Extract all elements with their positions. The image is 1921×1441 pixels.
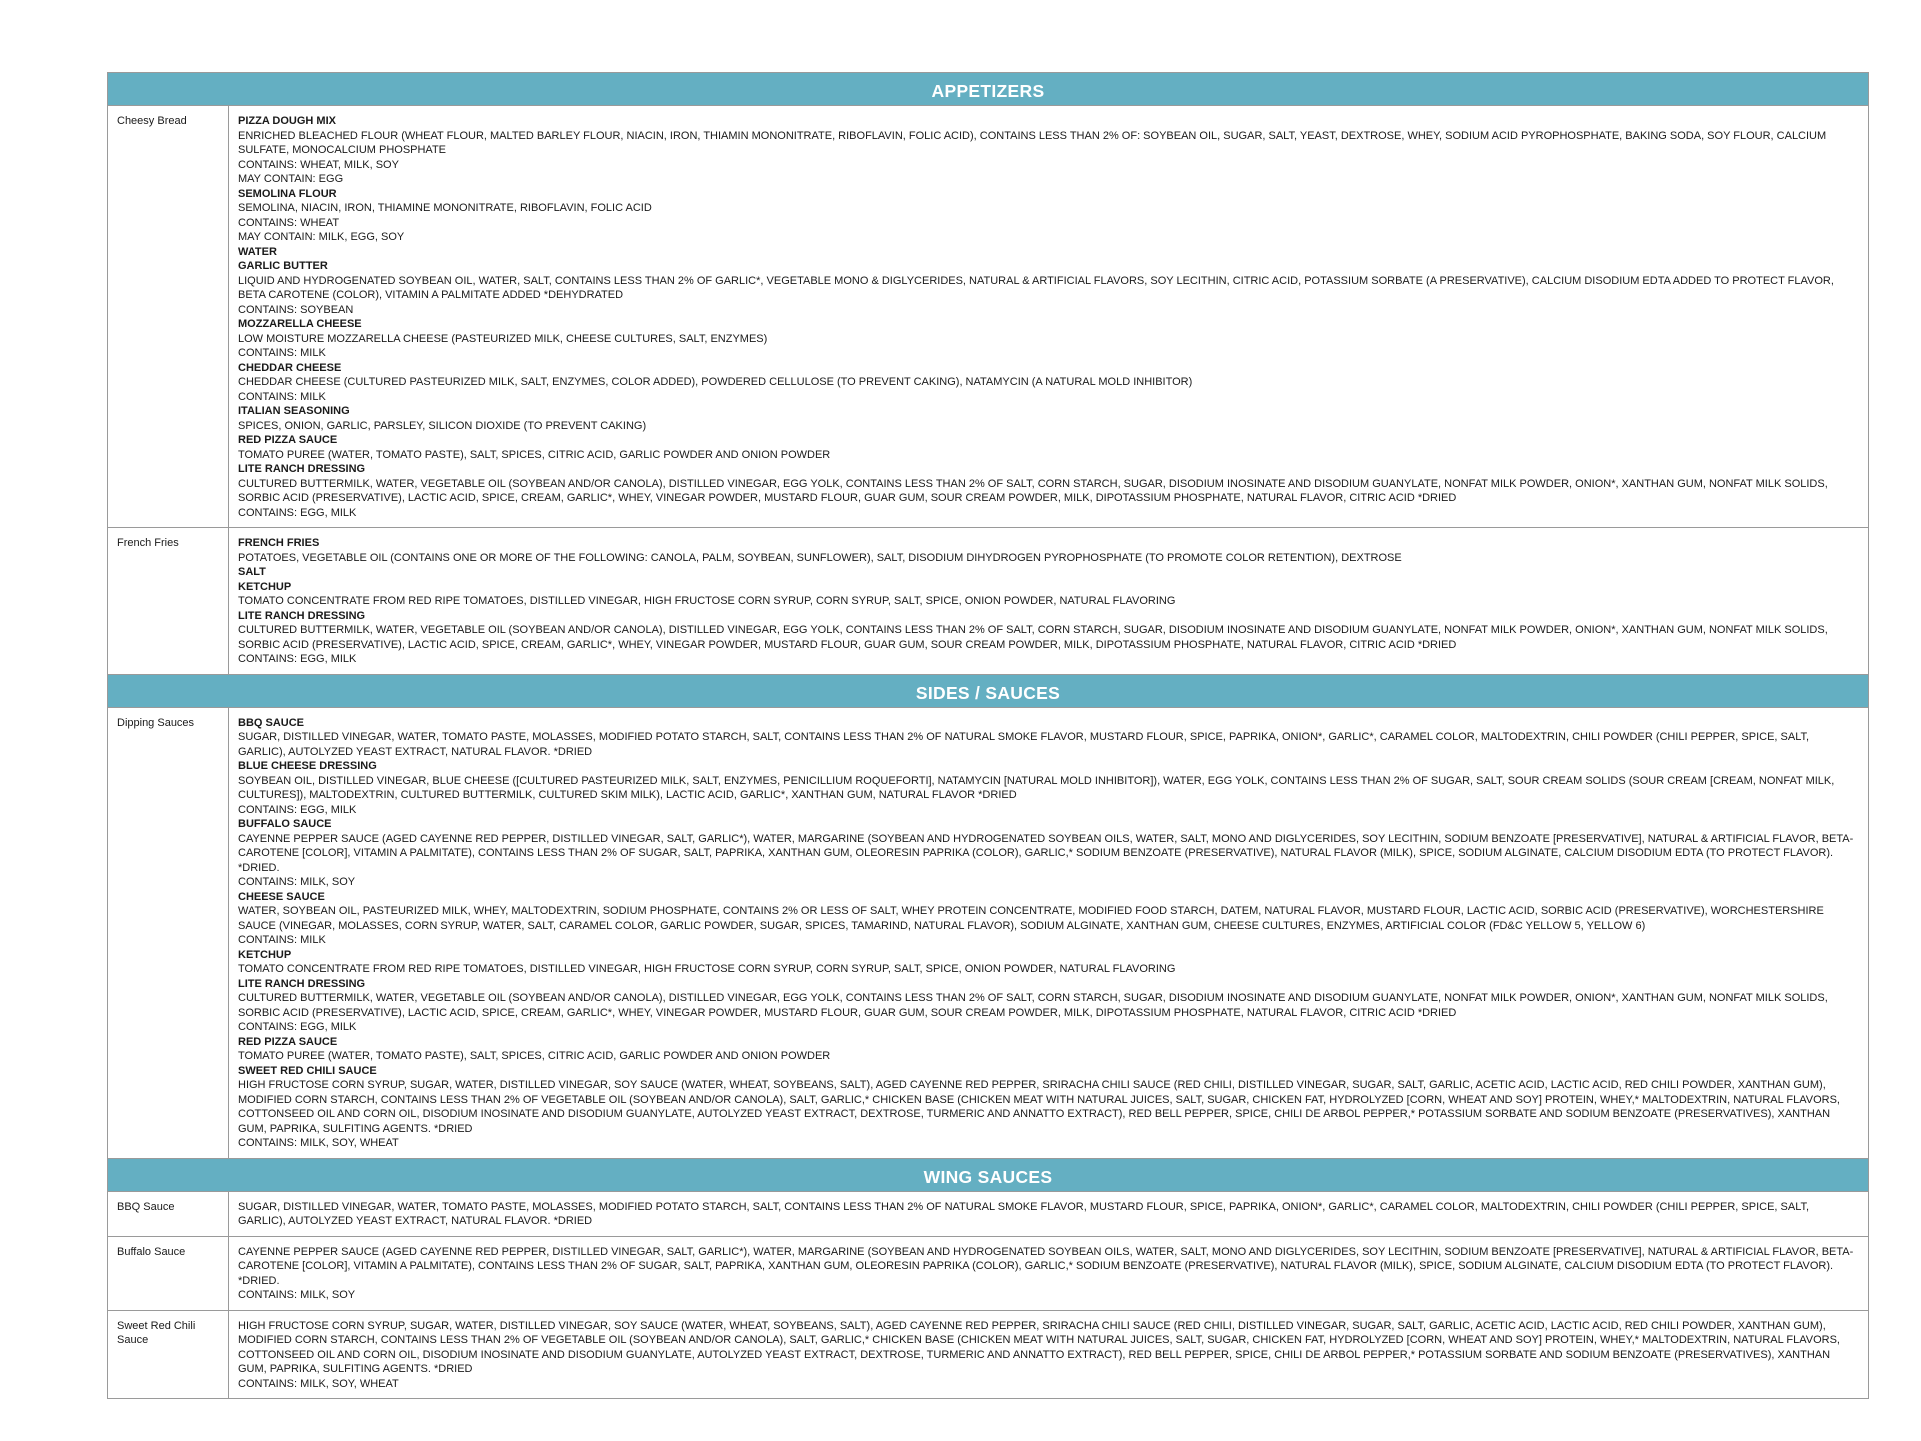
ingredient-name: LITE RANCH DRESSING (238, 977, 366, 990)
table-row (108, 528, 1868, 674)
ingredient-text: TOMATO PUREE (WATER, TOMATO PASTE), SALT, SPICES, CITRIC ACID, GARLIC POWDER AND ONION POWDER (238, 1050, 831, 1062)
ingredient-text: CULTURED BUTTERMILK, WATER, VEGETABLE OIL (SOYBEAN AND/OR CANOLA), DISTILLED VINEGAR, EGG YOLK, CONTAINS LESS THAN 2% OF SALT, CORN STARCH, SUGAR, DISODIUM INOSINATE AND DISODIUM GUANYLATE, NONFAT MILK POWDER, ONION*, XANTHAN GUM, NONFAT MILK SOLIDS, SORBIC ACID (PRESERVATIVE), LACTIC ACID, SPICE, CREAM, GARLIC*, WHEY, VINEGAR POWDER, MUSTARD FLOUR, GUAR GUM, SOUR CREAM POWDER, MILK, DIPOTASSIUM PHOSPHATE, NATURAL FLAVOR, CITRIC ACID *DRIED (238, 992, 1828, 1019)
ingredient-text: CULTURED BUTTERMILK, WATER, VEGETABLE OIL (SOYBEAN AND/OR CANOLA), DISTILLED VINEGAR, EGG YOLK, CONTAINS LESS THAN 2% OF SALT, CORN STARCH, SUGAR, DISODIUM INOSINATE AND DISODIUM GUANYLATE, NONFAT MILK POWDER, ONION*, XANTHAN GUM, NONFAT MILK SOLIDS, SORBIC ACID (PRESERVATIVE), LACTIC ACID, SPICE, CREAM, GARLIC*, WHEY, VINEGAR POWDER, MUSTARD FLOUR, GUAR GUM, SOUR CREAM POWDER, MILK, DIPOTASSIUM PHOSPHATE, NATURAL FLAVOR, CITRIC ACID *DRIED (238, 624, 1828, 651)
ingredient-text: CONTAINS: EGG, MILK (238, 653, 357, 665)
ingredient-text: CAYENNE PEPPER SAUCE (AGED CAYENNE RED PEPPER, DISTILLED VINEGAR, SALT, GARLIC*), WATER, MARGARINE (SOYBEAN AND HYDROGENATED SOYBEAN OILS, WATER, SALT, MONO AND DIGLYCERIDES, SOY LECITHIN, SODIUM BENZOATE [PRESERVATIVE], NATURAL & ARTIFICIAL FLAVOR, BETA-CAROTENE [COLOR], VITAMIN A PALMITATE), CONTAINS LESS THAN 2% OF SUGAR, SALT, PAPRIKA, XANTHAN GUM, OLEORESIN PAPRIKA (COLOR), GARLIC,* SODIUM BENZOATE (PRESERVATIVE), NATURAL FLAVOR (MILK), SPICE, SODIUM ALGINATE, CALCIUM DISODIUM EDTA (TO PROTECT FLAVOR). *DRIED. (238, 1245, 1854, 1287)
ingredient-text: TOMATO PUREE (WATER, TOMATO PASTE), SALT, SPICES, CITRIC ACID, GARLIC POWDER AND ONION POWDER (238, 448, 831, 461)
ingredient-name: KETCHUP (238, 580, 292, 593)
ingredient-text: SUGAR, DISTILLED VINEGAR, WATER, TOMATO PASTE, MOLASSES, MODIFIED POTATO STARCH, SALT, CONTAINS LESS THAN 2% OF NATURAL SMOKE FLAVOR, MUSTARD FLOUR, SPICE, PAPRIKA, ONION*, GARLIC*, CARAMEL COLOR, MALTODEXTRIN, CHILI POWDER (CHILI PEPPER, SPICE, SALT, GARLIC), AUTOLYZED YEAST EXTRACT, NATURAL FLAVOR. *DRIED (238, 1200, 1810, 1227)
ingredient-name: CHEESE SAUCE (238, 890, 325, 903)
ingredient-name: GARLIC BUTTER (238, 260, 328, 272)
ingredient-name: BUFFALO SAUCE (238, 818, 332, 830)
menu-item-name: Dipping Sauces (108, 708, 229, 1158)
ingredient-details (229, 106, 1868, 527)
ingredient-details (229, 1311, 1868, 1399)
ingredient-text: HIGH FRUCTOSE CORN SYRUP, SUGAR, WATER, DISTILLED VINEGAR, SOY SAUCE (WATER, WHEAT, SOYBEANS, SALT), AGED CAYENNE RED PEPPER, SRIRACHA CHILI SAUCE (RED CHILI, DISTILLED VINEGAR, SUGAR, SALT, GARLIC, ACETIC ACID, LACTIC ACID, RED CHILI POWDER, XANTHAN GUM), MODIFIED CORN STARCH, CONTAINS LESS THAN 2% OF VEGETABLE OIL (SOYBEAN AND/OR CANOLA), SALT, GARLIC,* CHICKEN BASE (CHICKEN MEAT WITH NATURAL JUICES, SALT, SUGAR, CHICKEN FAT, HYDROLYZED [CORN, WHEAT AND SOY] PROTEIN, WHEY,* MALTODEXTRIN, NATURAL FLAVORS, COTTONSEED OIL AND CORN OIL, DISODIUM INOSINATE AND DISODIUM GUANYLATE, AUTOLYZED YEAST EXTRACT, DEXTROSE, TURMERIC AND ANNATTO EXTRACT), RED BELL PEPPER, SPICE, CHILI DE ARBOL PEPPER,* POTASSIUM SORBATE AND SODIUM BENZOATE (PRESERVATIVES), XANTHAN GUM, PAPRIKA, SULFITING AGENTS. *DRIED (238, 1319, 1840, 1375)
ingredient-text: CONTAINS: WHEAT, MILK, SOY (238, 158, 399, 171)
ingredient-name: PIZZA DOUGH MIX (238, 115, 336, 127)
ingredient-text: POTATOES, VEGETABLE OIL (CONTAINS ONE OR MORE OF THE FOLLOWING: CANOLA, PALM, SOYBEAN, SUNFLOWER), SALT, DISODIUM DIHYDROGEN PYROPHOSPHATE (TO PROMOTE COLOR RETENTION), DEXTROSE (238, 551, 1402, 564)
ingredient-name: BBQ SAUCE (238, 716, 305, 729)
table-row (108, 1311, 1868, 1399)
ingredient-text: TOMATO CONCENTRATE FROM RED RIPE TOMATOES, DISTILLED VINEGAR, HIGH FRUCTOSE CORN SYRUP, CORN SYRUP, SALT, SPICE, ONION POWDER, NATURAL FLAVORING (238, 963, 1176, 975)
menu-item-name: Buffalo Sauce (108, 1237, 229, 1310)
ingredient-text: CONTAINS: EGG, MILK (238, 1021, 357, 1033)
ingredient-text: CONTAINS: MILK, SOY, WHEAT (238, 1377, 399, 1390)
ingredient-text: MAY CONTAIN: MILK, EGG, SOY (238, 231, 405, 243)
ingredient-text: CULTURED BUTTERMILK, WATER, VEGETABLE OIL (SOYBEAN AND/OR CANOLA), DISTILLED VINEGAR, EGG YOLK, CONTAINS LESS THAN 2% OF SALT, CORN STARCH, SUGAR, DISODIUM INOSINATE AND DISODIUM GUANYLATE, NONFAT MILK POWDER, ONION*, XANTHAN GUM, NONFAT MILK SOLIDS, SORBIC ACID (PRESERVATIVE), LACTIC ACID, SPICE, CREAM, GARLIC*, WHEY, VINEGAR POWDER, MUSTARD FLOUR, GUAR GUM, SOUR CREAM POWDER, MILK, DIPOTASSIUM PHOSPHATE, NATURAL FLAVOR, CITRIC ACID *DRIED (238, 477, 1828, 504)
ingredient-name: KETCHUP (238, 948, 292, 961)
ingredient-text: WATER, SOYBEAN OIL, PASTEURIZED MILK, WHEY, MALTODEXTRIN, SODIUM PHOSPHATE, CONTAINS 2% OR LESS OF SALT, WHEY PROTEIN CONCENTRATE, MODIFIED FOOD STARCH, DATEM, NATURAL FLAVOR, MUSTARD FLOUR, LACTIC ACID, SORBIC ACID (PRESERVATIVE), WORCHESTERSHIRE SAUCE (VINEGAR, MOLASSES, CORN SYRUP, WATER, SALT, CARAMEL COLOR, GARLIC POWDER, SUGAR, SPICES, TAMARIND, NATURAL FLAVOR), SODIUM ALGINATE, XANTHAN GUM, CHEESE CULTURES, ENZYMES, ARTIFICIAL COLOR (FD&C YELLOW 5, YELLOW 6) (238, 905, 1824, 932)
ingredient-text: CONTAINS: SOYBEAN (238, 303, 354, 316)
ingredient-text: SOYBEAN OIL, DISTILLED VINEGAR, BLUE CHEESE ([CULTURED PASTEURIZED MILK, SALT, ENZYMES, PENICILLIUM ROQUEFORTI], NATAMYCIN [NATURAL MOLD INHIBITOR]), WATER, EGG YOLK, CONTAINS LESS THAN 2% OF SUGAR, SALT, SOUR CREAM SOLIDS (SOUR CREAM [CREAM, NONFAT MILK, CULTURES]), MALTODEXTRIN, CULTURED BUTTERMILK, CULTURED SKIM MILK), LACTIC ACID, GARLIC*, XANTHAN GUM, NATURAL FLAVOR *DRIED (238, 774, 1835, 801)
ingredient-text: MAY CONTAIN: EGG (238, 173, 344, 185)
ingredient-text: ENRICHED BLEACHED FLOUR (WHEAT FLOUR, MALTED BARLEY FLOUR, NIACIN, IRON, THIAMIN MONONITRATE, RIBOFLAVIN, FOLIC ACID), CONTAINS LESS THAN 2% OF: SOYBEAN OIL, SUGAR, SALT, YEAST, DEXTROSE, WHEY, SODIUM ACID PYROPHOSPHATE, BAKING SODA, SOY FLOUR, CALCIUM SULFATE, MONOCALCIUM PHOSPHATE (238, 129, 1827, 156)
section-header: APPETIZERS (108, 72, 1868, 106)
ingredient-text: HIGH FRUCTOSE CORN SYRUP, SUGAR, WATER, DISTILLED VINEGAR, SOY SAUCE (WATER, WHEAT, SOYBEANS, SALT), AGED CAYENNE RED PEPPER, SRIRACHA CHILI SAUCE (RED CHILI, DISTILLED VINEGAR, SUGAR, SALT, GARLIC, ACETIC ACID, LACTIC ACID, RED CHILI POWDER, XANTHAN GUM), MODIFIED CORN STARCH, CONTAINS LESS THAN 2% OF VEGETABLE OIL (SOYBEAN AND/OR CANOLA), SALT, GARLIC,* CHICKEN BASE (CHICKEN MEAT WITH NATURAL JUICES, SALT, SUGAR, CHICKEN FAT, HYDROLYZED [CORN, WHEAT AND SOY] PROTEIN, WHEY,* MALTODEXTRIN, NATURAL FLAVORS, COTTONSEED OIL AND CORN OIL, DISODIUM INOSINATE AND DISODIUM GUANYLATE, AUTOLYZED YEAST EXTRACT, DEXTROSE, TURMERIC AND ANNATTO EXTRACT), RED BELL PEPPER, SPICE, CHILI DE ARBOL PEPPER,* POTASSIUM SORBATE AND SODIUM BENZOATE (PRESERVATIVES), XANTHAN GUM, PAPRIKA, SULFITING AGENTS. *DRIED (238, 1079, 1840, 1135)
ingredient-name: MOZZARELLA CHEESE (238, 318, 362, 330)
ingredient-text: CONTAINS: MILK, SOY (238, 1289, 356, 1301)
menu-item-name: French Fries (108, 528, 229, 674)
ingredient-name: SEMOLINA FLOUR (238, 187, 337, 200)
menu-item-name: BBQ Sauce (108, 1192, 229, 1236)
ingredient-table (107, 72, 1869, 1399)
ingredient-name: LITE RANCH DRESSING (238, 609, 366, 622)
ingredient-text: CONTAINS: MILK (238, 934, 326, 946)
ingredient-name: RED PIZZA SAUCE (238, 1035, 338, 1048)
ingredient-text: CONTAINS: EGG, MILK (238, 506, 357, 519)
ingredient-name: CHEDDAR CHEESE (238, 361, 342, 374)
ingredient-name: RED PIZZA SAUCE (238, 434, 338, 446)
ingredient-name: FRENCH FRIES (238, 537, 320, 549)
table-row (108, 1192, 1868, 1237)
ingredient-name: SALT (238, 566, 266, 578)
ingredient-name: ITALIAN SEASONING (238, 405, 350, 417)
ingredient-text: CONTAINS: MILK, SOY, WHEAT (238, 1137, 399, 1149)
ingredient-text: SPICES, ONION, GARLIC, PARSLEY, SILICON DIOXIDE (TO PREVENT CAKING) (238, 419, 647, 432)
table-row (108, 106, 1868, 528)
ingredient-text: CHEDDAR CHEESE (CULTURED PASTEURIZED MILK, SALT, ENZYMES, COLOR ADDED), POWDERED CELLULOSE (TO PREVENT CAKING), NATAMYCIN (A NATURAL MOLD INHIBITOR) (238, 376, 1193, 388)
ingredient-text: CONTAINS: MILK, SOY (238, 876, 356, 888)
ingredient-details (229, 708, 1868, 1158)
ingredient-name: LITE RANCH DRESSING (238, 463, 366, 475)
ingredient-name: WATER (238, 245, 277, 258)
ingredient-text: TOMATO CONCENTRATE FROM RED RIPE TOMATOES, DISTILLED VINEGAR, HIGH FRUCTOSE CORN SYRUP, CORN SYRUP, SALT, SPICE, ONION POWDER, NATURAL FLAVORING (238, 595, 1176, 607)
ingredient-text: LIQUID AND HYDROGENATED SOYBEAN OIL, WATER, SALT, CONTAINS LESS THAN 2% OF GARLIC*, VEGETABLE MONO & DIGLYCERIDES, NATURAL & ARTIFICIAL FLAVORS, SOY LECITHIN, CITRIC ACID, POTASSIUM SORBATE (A PRESERVATIVE), CALCIUM DISODIUM EDTA ADDED TO PROTECT FLAVOR, BETA CAROTENE (COLOR), VITAMIN A PALMITATE ADDED *DEHYDRATED (238, 274, 1834, 301)
ingredient-text: SUGAR, DISTILLED VINEGAR, WATER, TOMATO PASTE, MOLASSES, MODIFIED POTATO STARCH, SALT, CONTAINS LESS THAN 2% OF NATURAL SMOKE FLAVOR, MUSTARD FLOUR, SPICE, PAPRIKA, ONION*, GARLIC*, CARAMEL COLOR, MALTODEXTRIN, CHILI POWDER (CHILI PEPPER, SPICE, SALT, GARLIC), AUTOLYZED YEAST EXTRACT, NATURAL FLAVOR. *DRIED (238, 731, 1810, 758)
section-header: WING SAUCES (108, 1158, 1868, 1192)
menu-item-name: Sweet Red Chili Sauce (108, 1311, 229, 1399)
ingredient-text: CAYENNE PEPPER SAUCE (AGED CAYENNE RED PEPPER, DISTILLED VINEGAR, SALT, GARLIC*), WATER, MARGARINE (SOYBEAN AND HYDROGENATED SOYBEAN OILS, WATER, SALT, MONO AND DIGLYCERIDES, SOY LECITHIN, SODIUM BENZOATE [PRESERVATIVE], NATURAL & ARTIFICIAL FLAVOR, BETA-CAROTENE [COLOR], VITAMIN A PALMITATE), CONTAINS LESS THAN 2% OF SUGAR, SALT, PAPRIKA, XANTHAN GUM, OLEORESIN PAPRIKA (COLOR), GARLIC,* SODIUM BENZOATE (PRESERVATIVE), NATURAL FLAVOR (MILK), SPICE, SODIUM ALGINATE, CALCIUM DISODIUM EDTA (TO PROTECT FLAVOR). *DRIED. (238, 832, 1854, 874)
section-header: SIDES / SAUCES (108, 674, 1868, 708)
ingredient-text: CONTAINS: MILK (238, 390, 326, 403)
ingredient-details (229, 528, 1868, 674)
ingredient-text: CONTAINS: MILK (238, 347, 326, 359)
ingredient-text: LOW MOISTURE MOZZARELLA CHEESE (PASTEURIZED MILK, CHEESE CULTURES, SALT, ENZYMES) (238, 332, 768, 345)
ingredient-text: CONTAINS: WHEAT (238, 216, 340, 229)
ingredient-name: SWEET RED CHILI SAUCE (238, 1064, 377, 1077)
menu-item-name: Cheesy Bread (108, 106, 229, 527)
ingredient-text: SEMOLINA, NIACIN, IRON, THIAMINE MONONITRATE, RIBOFLAVIN, FOLIC ACID (238, 202, 652, 214)
ingredient-details (229, 1237, 1868, 1310)
table-row (108, 1237, 1868, 1311)
ingredient-text: CONTAINS: EGG, MILK (238, 803, 357, 816)
ingredient-details (229, 1192, 1868, 1236)
table-row (108, 708, 1868, 1158)
ingredient-name: BLUE CHEESE DRESSING (238, 760, 377, 772)
